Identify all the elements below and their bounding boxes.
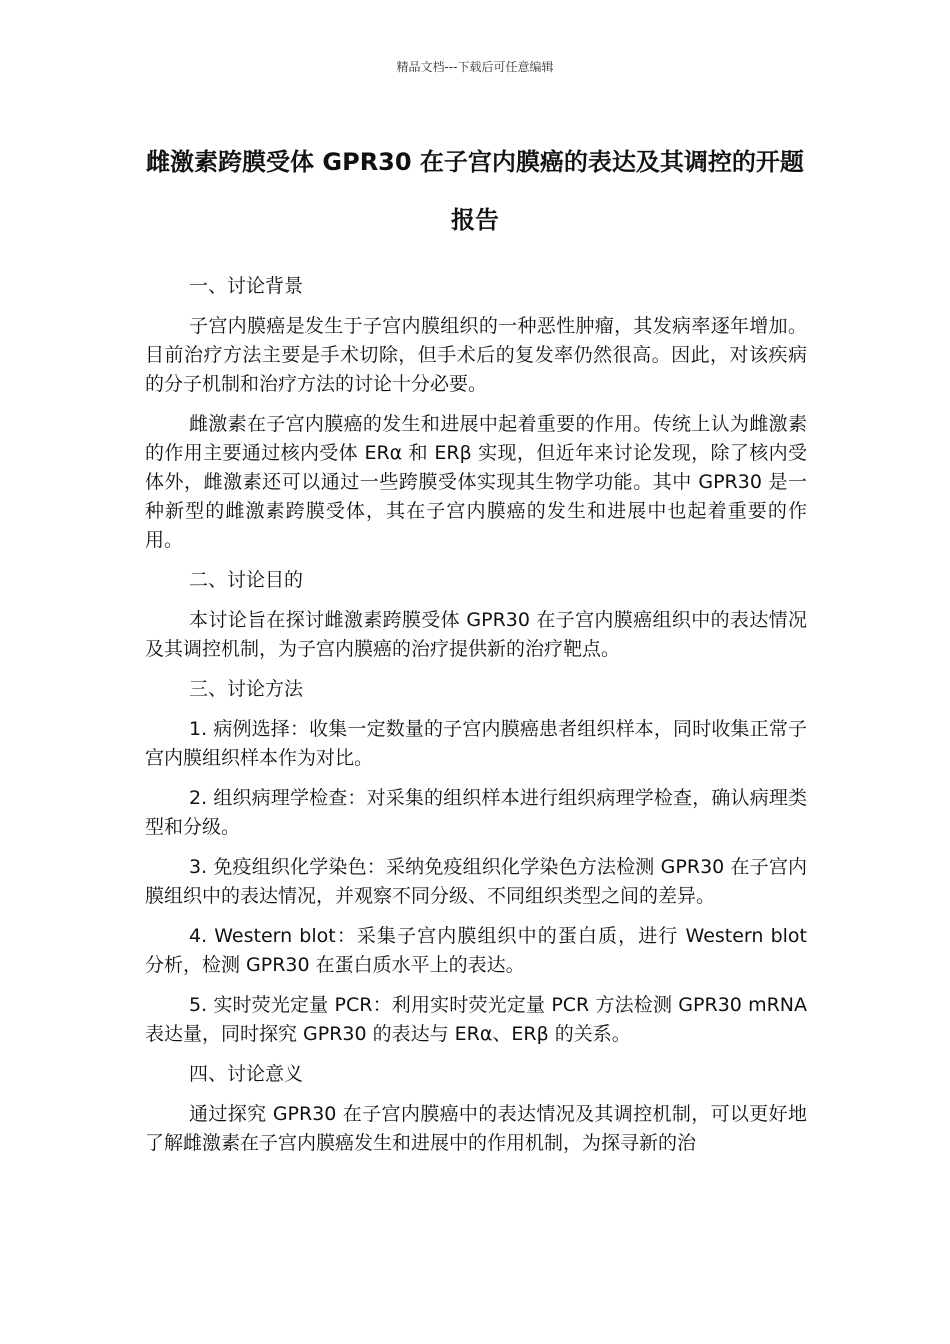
body-paragraph: 通过探究 GPR30 在子宫内膜癌中的表达情况及其调控机制，可以更好地了解雌激素在子宫内膜癌发生和进展中的作用机制，为探寻新的治: [145, 1103, 807, 1154]
method-item: 5. 实时荧光定量 PCR：利用实时荧光定量 PCR 方法检测 GPR30 mRNA 表达量，同时探究 GPR30 的表达与 ERα、ERβ 的关系。: [145, 994, 807, 1045]
document-body: [145, 272, 807, 1169]
section-heading: 三、讨论方法: [189, 678, 304, 700]
section-heading: 二、讨论目的: [189, 569, 304, 591]
page-header: 精品文档---下载后可任意编辑: [396, 60, 554, 74]
section-heading: 四、讨论意义: [189, 1063, 304, 1085]
method-item: 2. 组织病理学检查：对采集的组织样本进行组织病理学检查，确认病理类型和分级。: [145, 787, 807, 838]
body-paragraph: 子宫内膜癌是发生于子宫内膜组织的一种恶性肿瘤，其发病率逐年增加。目前治疗方法主要是手术切除，但手术后的复发率仍然很高。因此，对该疾病的分子机制和治疗方法的讨论十分必要。: [145, 315, 807, 395]
body-paragraph: 本讨论旨在探讨雌激素跨膜受体 GPR30 在子宫内膜癌组织中的表达情况及其调控机制，为子宫内膜癌的治疗提供新的治疗靶点。: [145, 609, 807, 660]
section-heading: 一、讨论背景: [189, 275, 304, 297]
method-item: 4. Western blot：采集子宫内膜组织中的蛋白质，进行 Western blot 分析，检测 GPR30 在蛋白质水平上的表达。: [145, 925, 807, 976]
method-item: 3. 免疫组织化学染色：采纳免疫组织化学染色方法检测 GPR30 在子宫内膜组织中的表达情况，并观察不同分级、不同组织类型之间的差异。: [145, 856, 807, 907]
method-item: 1. 病例选择：收集一定数量的子宫内膜癌患者组织样本，同时收集正常子宫内膜组织样本作为对比。: [145, 718, 807, 769]
document-title: 雌激素跨膜受体 GPR30 在子宫内膜癌的表达及其调控的开题报告: [146, 148, 804, 234]
body-paragraph: 雌激素在子宫内膜癌的发生和进展中起着重要的作用。传统上认为雌激素的作用主要通过核内受体 ERα 和 ERβ 实现，但近年来讨论发现，除了核内受体外，雌激素还可以通过一些跨膜受体实现其生物学功能。其中 GPR30 是一种新型的雌激素跨膜受体，其在子宫内膜癌的发生和进展中也起着重要的作用。: [145, 413, 807, 551]
